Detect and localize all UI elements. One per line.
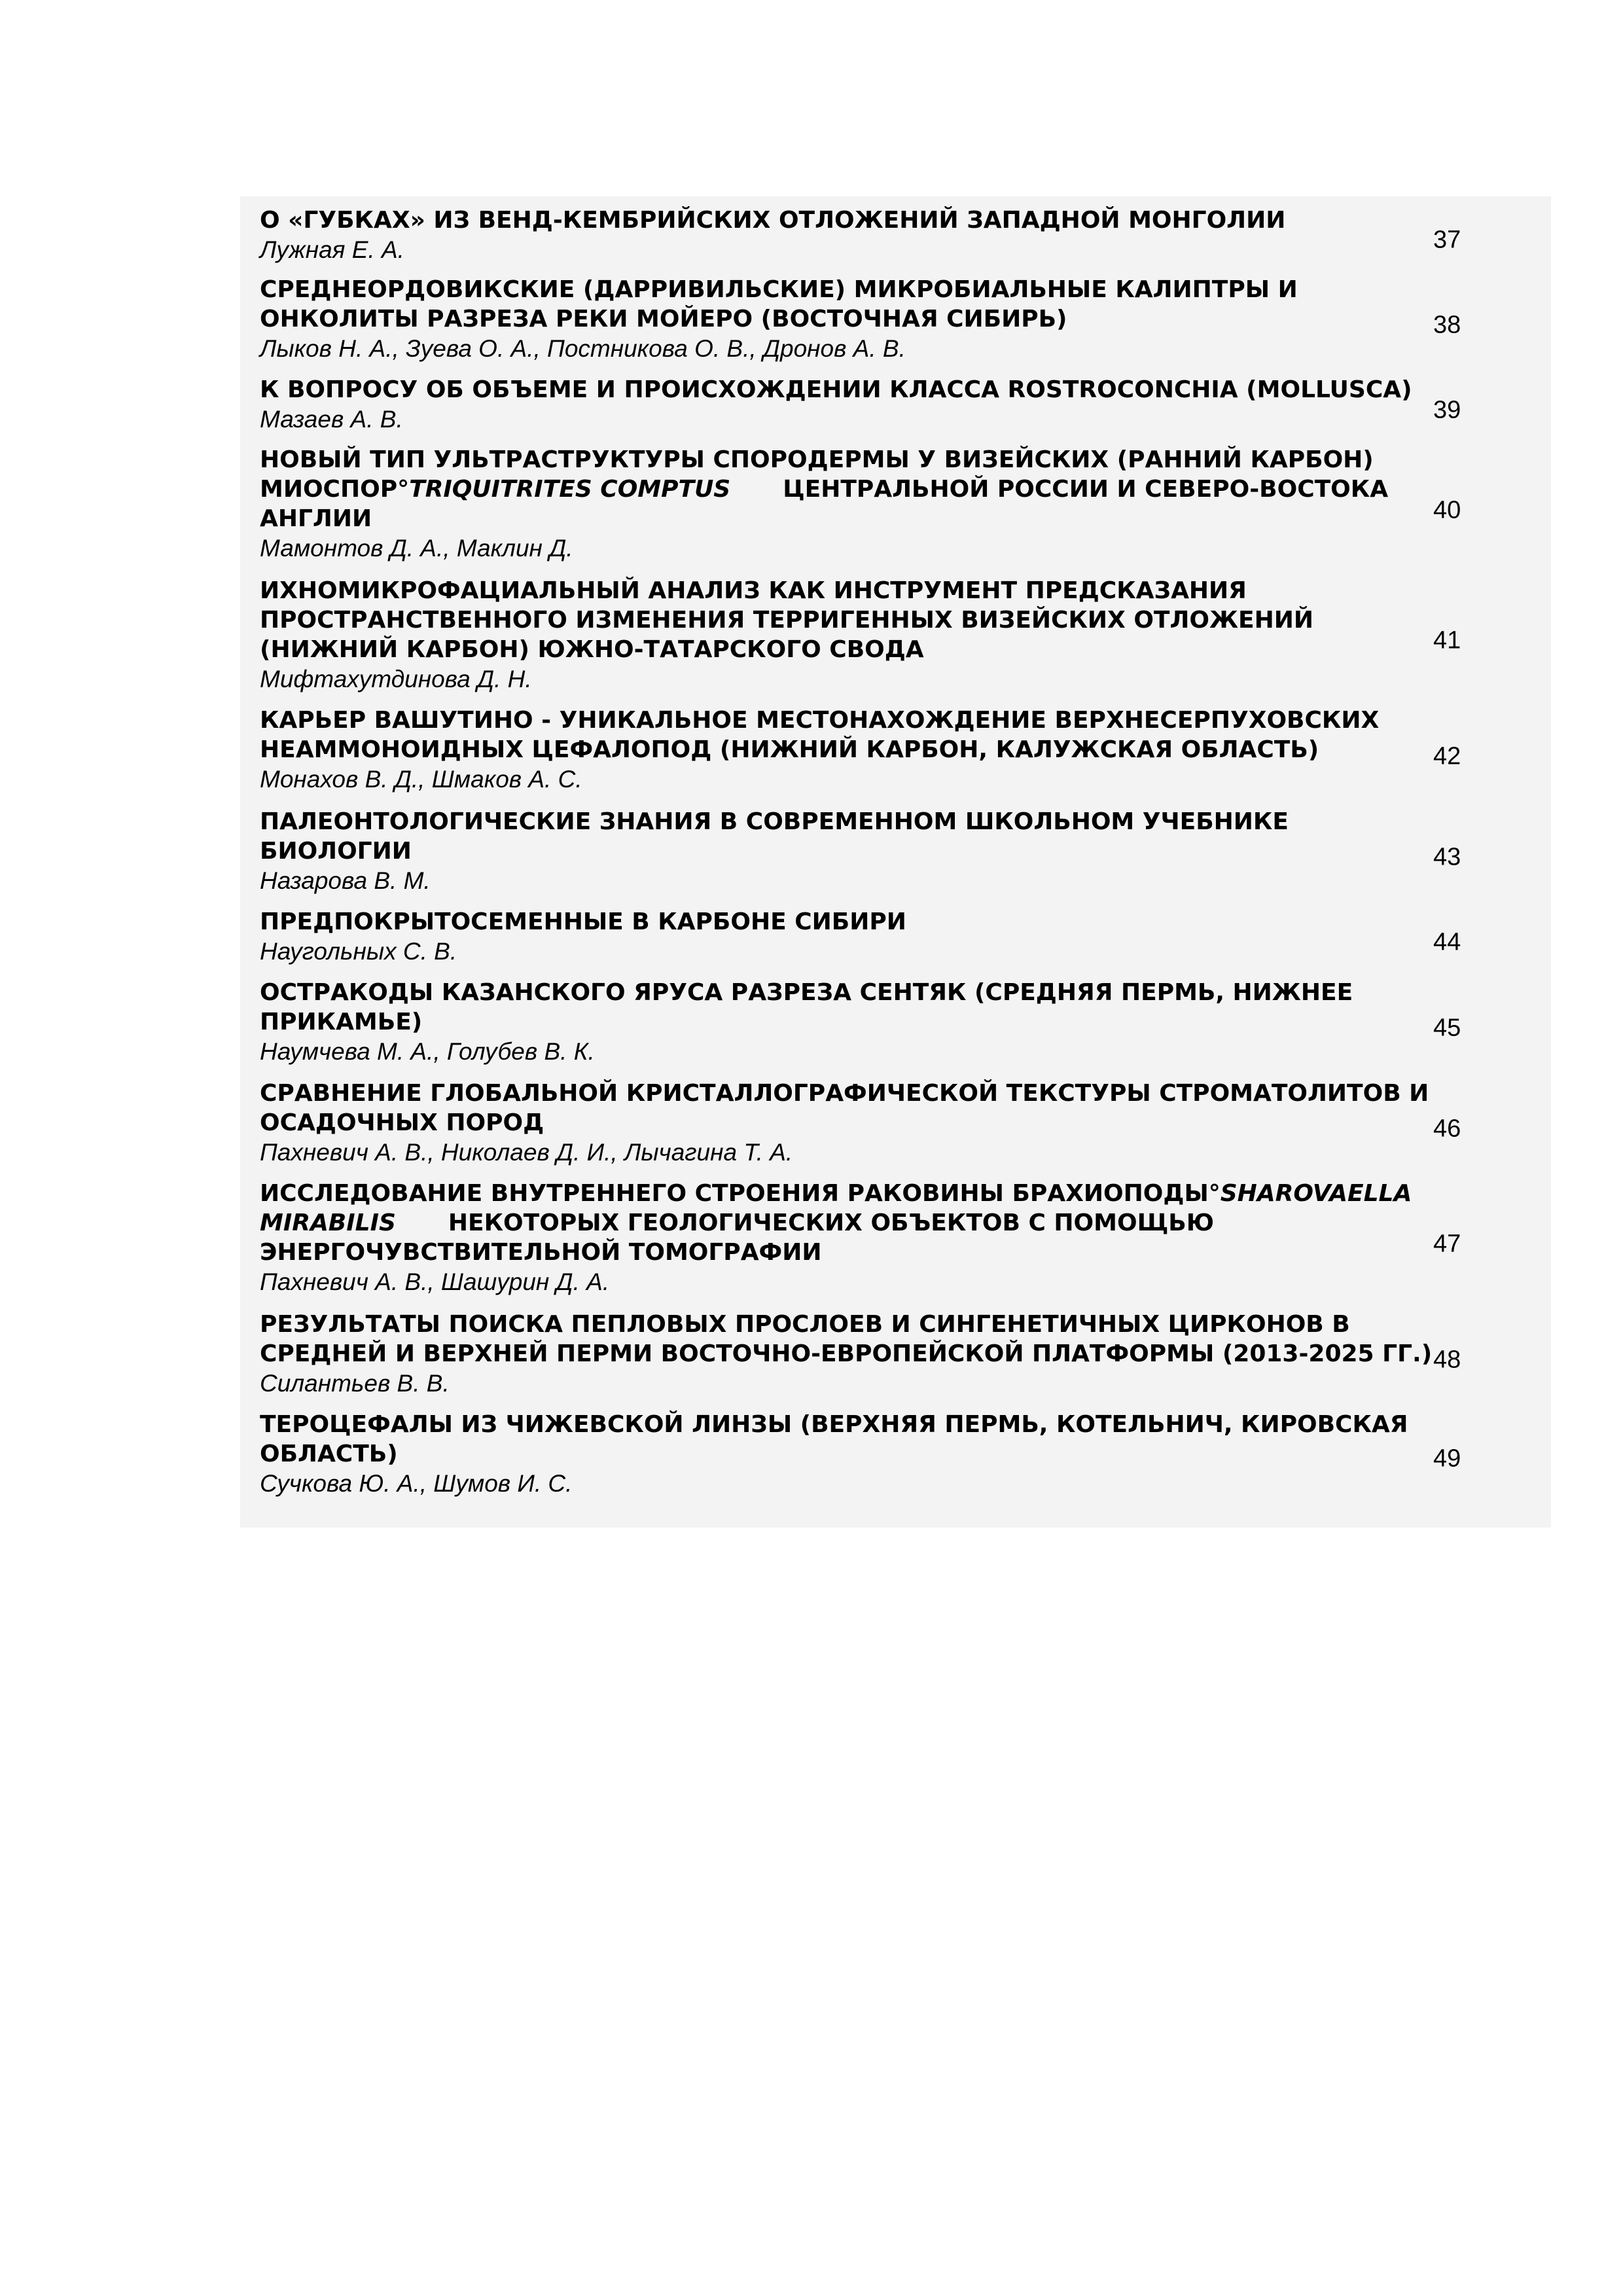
title-text: ИССЛЕДОВАНИЕ ВНУТРЕННЕГО СТРОЕНИЯ РАКОВИНЫ БРАХИОПОДЫ° — [260, 1180, 1221, 1207]
toc-entry-text — [260, 1079, 1429, 1167]
toc-entry-text — [260, 445, 1399, 563]
entry-authors: Пахневич А. В., Николаев Д. И., Лычагина Т. А. — [260, 1139, 793, 1166]
entry-page-number: 48 — [1433, 1346, 1461, 1373]
toc-entry — [240, 576, 1551, 706]
entry-authors: Сучкова Ю. А., Шумов И. С. — [260, 1470, 573, 1497]
entry-title-line: К ВОПРОСУ ОБ ОБЪЕМЕ И ПРОИСХОЖДЕНИИ КЛАССА ROSTROCONCHIA (MOLLUSCA) — [260, 376, 1412, 403]
entry-title-line: ТЕРОЦЕФАЛЫ ИЗ ЧИЖЕВСКОЙ ЛИНЗЫ (ВЕРХНЯЯ ПЕРМЬ, КОТЕЛЬНИЧ, КИРОВСКАЯ — [260, 1411, 1408, 1438]
entry-title-line: (НИЖНИЙ КАРБОН) ЮЖНО-ТАТАРСКОГО СВОДА — [260, 636, 924, 663]
entry-page-number: 43 — [1433, 843, 1461, 870]
entry-title-line: ПРИКАМЬЕ) — [260, 1009, 423, 1035]
entry-title-line: СРЕДНЕОРДОВИКСКИЕ (ДАРРИВИЛЬСКИЕ) МИКРОБИАЛЬНЫЕ КАЛИПТРЫ И — [260, 276, 1298, 303]
toc-entry — [240, 206, 1551, 275]
entry-page-number: 41 — [1433, 626, 1461, 655]
entry-title-line — [260, 475, 1399, 504]
entry-title-line — [260, 1179, 1412, 1208]
entry-title-line: КАРЬЕР ВАШУТИНО - УНИКАЛЬНОЕ МЕСТОНАХОЖДЕНИЕ ВЕРХНЕСЕРПУХОВСКИХ — [260, 707, 1380, 734]
entry-title-line: ЭНЕРГОЧУВСТВИТЕЛЬНОЙ ТОМОГРАФИИ — [260, 1239, 822, 1266]
toc-entry-text — [260, 206, 1399, 264]
toc-entry — [240, 706, 1551, 807]
toc-entry — [240, 807, 1551, 907]
entry-title-line: БИОЛОГИИ — [260, 838, 412, 865]
toc-entry-text — [260, 1179, 1412, 1297]
entry-title-line: ОНКОЛИТЫ РАЗРЕЗА РЕКИ МОЙЕРО (ВОСТОЧНАЯ СИБИРЬ) — [260, 306, 1067, 332]
toc-entry-text — [260, 706, 1399, 794]
entry-authors: Монахов В. Д., Шмаков А. С. — [260, 766, 582, 793]
entry-authors: Наумчева М. А., Голубев В. К. — [260, 1038, 595, 1065]
entry-title-line: ОБЛАСТЬ) — [260, 1441, 398, 1467]
entry-title-line: ОСАДОЧНЫХ ПОРОД — [260, 1109, 544, 1136]
title-text: НЕКОТОРЫХ ГЕОЛОГИЧЕСКИХ ОБЪЕКТОВ С ПОМОЩЬЮ — [448, 1210, 1214, 1236]
toc-entry — [240, 375, 1551, 445]
entry-authors: Наугольных С. В. — [260, 938, 457, 965]
table-of-contents — [240, 196, 1551, 1528]
toc-entry — [240, 1410, 1551, 1508]
toc-entry-text — [260, 1410, 1408, 1498]
entry-page-number: 40 — [1433, 496, 1461, 524]
species-name: SHAROVAELLA — [1220, 1180, 1412, 1207]
entry-page-number: 45 — [1433, 1014, 1461, 1042]
toc-entry — [240, 275, 1551, 375]
entry-title-line: ОСТРАКОДЫ КАЗАНСКОГО ЯРУСА РАЗРЕЗА СЕНТЯК (СРЕДНЯЯ ПЕРМЬ, НИЖНЕЕ — [260, 979, 1353, 1006]
entry-page-number: 37 — [1433, 226, 1461, 254]
entry-title-line: НЕАММОНОИДНЫХ ЦЕФАЛОПОД (НИЖНИЙ КАРБОН, КАЛУЖСКАЯ ОБЛАСТЬ) — [260, 736, 1319, 763]
entry-title-line: РЕЗУЛЬТАТЫ ПОИСКА ПЕПЛОВЫХ ПРОСЛОЕВ И СИНГЕНЕТИЧНЫХ ЦИРКОНОВ В — [260, 1311, 1350, 1338]
toc-entry-text — [260, 576, 1399, 694]
toc-entry — [240, 445, 1551, 576]
entry-authors: Мазаев А. В. — [260, 406, 403, 433]
toc-entry-text — [260, 807, 1399, 895]
toc-entry — [240, 1079, 1551, 1179]
toc-entry-text — [260, 978, 1399, 1066]
entry-authors: Лыков Н. А., Зуева О. А., Постникова О. В., Дронов А. В. — [260, 335, 906, 362]
entry-title-line — [260, 1208, 1399, 1238]
title-text: МИОСПОР° — [260, 476, 410, 503]
entry-page-number: 46 — [1433, 1115, 1461, 1142]
toc-entry-text — [260, 375, 1412, 434]
entry-authors: Силантьев В. В. — [260, 1370, 450, 1397]
species-name: MIRABILIS — [260, 1210, 396, 1236]
entry-authors: Лужная Е. А. — [260, 236, 404, 263]
title-text: ЦЕНТРАЛЬНОЙ РОССИИ И СЕВЕРО-ВОСТОКА — [783, 476, 1389, 503]
entry-page-number: 42 — [1433, 742, 1461, 770]
entry-title-line: ПРОСТРАНСТВЕННОГО ИЗМЕНЕНИЯ ТЕРРИГЕННЫХ ВИЗЕЙСКИХ ОТЛОЖЕНИЙ — [260, 607, 1314, 634]
entry-authors: Мифтахутдинова Д. Н. — [260, 666, 532, 692]
toc-entry — [240, 1310, 1551, 1410]
toc-entry — [240, 1179, 1551, 1310]
entry-title-line: СРЕДНЕЙ И ВЕРХНЕЙ ПЕРМИ ВОСТОЧНО-ЕВРОПЕЙСКОЙ ПЛАТФОРМЫ (2013-2025 ГГ.) — [260, 1340, 1433, 1367]
toc-entry-text — [260, 1310, 1433, 1398]
entry-title-line: АНГЛИИ — [260, 505, 372, 532]
entry-page-number: 49 — [1433, 1444, 1461, 1473]
entry-page-number: 44 — [1433, 928, 1461, 956]
entry-authors: Мамонтов Д. А., Маклин Д. — [260, 535, 573, 562]
toc-entry-text — [260, 907, 1399, 966]
entry-title-line: О «ГУБКАХ» ИЗ ВЕНД-КЕМБРИЙСКИХ ОТЛОЖЕНИЙ ЗАПАДНОЙ МОНГОЛИИ — [260, 207, 1286, 234]
entry-title-line: ИХНОМИКРОФАЦИАЛЬНЫЙ АНАЛИЗ КАК ИНСТРУМЕНТ ПРЕДСКАЗАНИЯ — [260, 577, 1247, 604]
entry-page-number: 47 — [1433, 1230, 1461, 1258]
toc-entry — [240, 978, 1551, 1079]
entry-page-number: 38 — [1433, 311, 1461, 338]
entry-title-line: ПРЕДПОКРЫТОСЕМЕННЫЕ В КАРБОНЕ СИБИРИ — [260, 908, 906, 935]
toc-entry-text — [260, 275, 1399, 363]
toc-entry — [240, 907, 1551, 978]
entry-title-line: ПАЛЕОНТОЛОГИЧЕСКИЕ ЗНАНИЯ В СОВРЕМЕННОМ ШКОЛЬНОМ УЧЕБНИКЕ — [260, 808, 1289, 835]
entry-title-line: НОВЫЙ ТИП УЛЬТРАСТРУКТУРЫ СПОРОДЕРМЫ У ВИЗЕЙСКИХ (РАННИЙ КАРБОН) — [260, 446, 1374, 473]
entry-page-number: 39 — [1433, 396, 1461, 423]
entry-authors: Пахневич А. В., Шашурин Д. А. — [260, 1268, 610, 1295]
entry-title-line: СРАВНЕНИЕ ГЛОБАЛЬНОЙ КРИСТАЛЛОГРАФИЧЕСКОЙ ТЕКСТУРЫ СТРОМАТОЛИТОВ И — [260, 1080, 1429, 1107]
species-name: TRIQUITRITES COMPTUS — [409, 476, 731, 503]
entry-authors: Назарова В. М. — [260, 867, 431, 894]
